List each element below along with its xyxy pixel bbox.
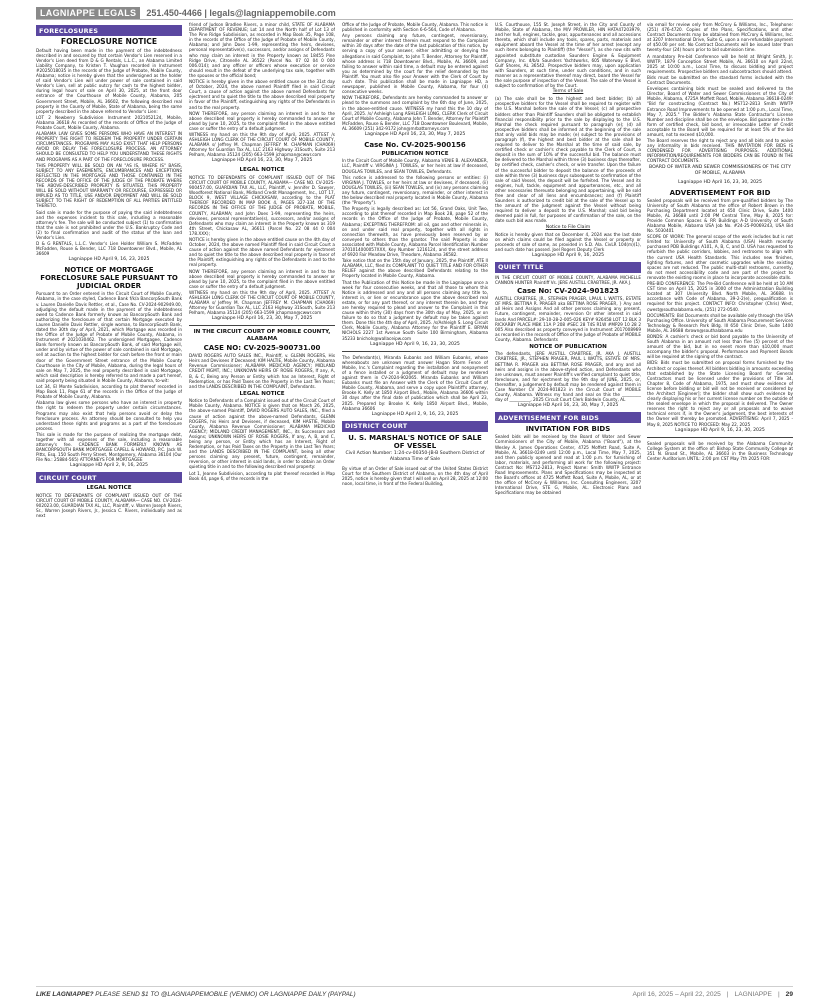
notice-text: Alabama law gives some persons who have an interest in property the right to redeem the property under certain circumstances. Programs may also exist that help persons avoid or delay the foreclosure process. An attorney should be consulted to help you understand these rights and programs as a part of the foreclosure process. [36,400,182,431]
notice-text: This sale is made for the purpose of realizing the mortgage debt, together with all expenses of the sale, including a reasonable attorney's fee. CADENCE BANK FORMERLY KNOWN AS BANCORPSOUTH BANK MORTGAGEE CAPELL & HOWARD, P.C. Jack W. Pitts, Esq. 150 South Perry Street, Montgomery, Alabama 36104 (Our File No.: 25884-565) ATTORNEYS FOR MORTGAGEE [36,431,182,463]
contact-info: 251.450-4466 | legals@lagniappemobile.com [146,7,336,18]
notice-text: PRE-BID CONFERENCE: The Pre-Bid Conference will be held at 10 AM CST time on April 15, 2025 in 3000 of the Administration Building located at 307 University Blvd. North Mobile, AL 36688. In accordance with Code of Alabama, 39-2-2(e), prequalification is required for this project. CONTACT INFO: Christopher (Chris) West, cwest@southalabama.edu, (251) 272-0540. [647,281,793,312]
publication-name: LAGNIAPPE [734,991,772,998]
notice-title: LEGAL NOTICE [86,485,132,492]
column-3 [342,22,488,982]
publication-dates: Lagniappe HD April 9, 16, 23, 2025 [68,257,150,263]
signature-block: BOARD OF WATER AND SEWER COMMISSIONERS OF THE CITY OF MOBILE, ALABAMA [649,164,791,176]
section-advertisement-for-bids: ADVERTISEMENT FOR BIDS [495,412,641,423]
notice-text: Office of the Judge of Probate, Mobile County, Alabama. This notice is published in conformity with Section 6-6-564, Code of Alabama. [342,22,488,33]
notice-text: BIDS: Bids must be submitted on proposal forms furnished by the Architect or copies thereof. All bidders bidding in amounts exceeding that established by the State Licensing Board for General Contractors must be licensed under the provisions of Title 34, Chapter 8, Code of Alabama, 1975, and must show evidence of license before bidding or bid will not be received or considered by the Architect [Engineer]; the bidder shall show such evidence by clearly displaying his or her current license number on the outside of the sealed envelope in which the proposal is delivered. The Owner reserves the right to reject any or all proposals and to waive technical errors if, in the Owner's judgement, the best interests of the Owner will thereby be promoted. ADVERTISING: April 7, 2025 - May 8, 2025 NOTICE TO PROCEED: May 22, 2025 [647,360,793,427]
column-2 [189,22,335,982]
notice-text: Take notice that on the 15th day of January, 2025, the Plaintiff, ATE II ALABAMA, LLC, filed its COMPLAINT TO QUIET TITLE AND FOR OTHER RELIEF against the above described Defendants relating to the Property located in Mobile County, Alabama. [342,258,488,279]
footer-promo [36,991,356,998]
notice-text: This notice is addressed to the following persons or entities: (i) VIRGINIA J. TOWLES, or her heirs at law or devisees, if deceased, (ii) DOUGLAS TOWLES, (iii) SEAN TOWLES, and (iv) any persons claiming any future, contingent, reversionary, remainder, or other interest in the below described real property located in Mobile County, Alabama (the "Property"). [342,174,488,206]
notice-title: LEGAL NOTICE [239,390,285,397]
notice-text: The defendants, JERE AUSTILL CRABTREE, JR. AKA J. AUSTILL CRABTREE, JR., STEPHEN PRAGER, PAUL L WATTS, ESTATE OF MRS. BETTINA R. PRAGER aka BETTINA ROSE PRAGER, and any and all heirs and assigns in the above-styled action, and Defendants who are unknown, must answer Plaintiff's verified complaint to quiet title, foreclosure, and for ejectment by the 9th day of JUNE, 2025, or, thereafter, a judgement by default may be rendered against them in Case Number CV 2024-901823 in the Circuit Court of MOBILE County, Alabama. Witness my hand and seal on this the _________ day of __________, 2025 Circuit Court Clerk Baldwin County, AL [495,351,641,403]
notice-text: NOW THEREFORE, any person claiming an interest in and to the above described real property is hereby commanded to answer or plead by June 10, 2025, to the complaint filed in the above entitled case or suffer the entry of a default judgment. [189,110,335,131]
column-5 [647,22,793,982]
notice-text: (a) The sale shall be to the highest and best bidder; (b) all prospective bidders for the Vessel shall be required to register with the U.S. Marshal before the sale of the Vessel; (c) all prospective bidders other than Plaintiff Saunders shall be obligated to establish financial responsibility prior to the sale by displaying to the U.S. Marshal the check required pursuant to paragraph (e); (d) all prospective bidders shall be informed at the beginning of the sale that only valid bids may be made; (e) subject to the provisions of paragraph (f), the highest and best bidder at the sale shall be required to deliver to the Marshal at the time of said sale, by certified check or cashier's check payable to the Clerk of Court, a deposit in the sum of 10% of the successful bid. The balance must be delivered to the Marshal within three (3) business days thereafter, by certified check, cashier's check, or wire transfer. Upon the failure of the successful bidder to deposit the balance of the proceeds of sale within three (3) business days subsequent to confirmation of the sale of said Vessel, the deposit will be forfeited. The Vessel and its engines, hull, tackle, equipment and appurtenances, etc., and all other necessaries thereunto belonging and appertaining, will be sold free and clear of all liens and encumbrances; and (f) Plaintiff Saunders is authorized to credit bid at the sale of the Vessel up to the amount of the judgment against the Vessel without being required to deliver a deposit to the U.S. Marshal; said bid being deemed paid in full, for purposes of confirmation of the sale, on the date such bid was made. [495,96,641,224]
page-footer [36,986,793,1000]
notice-text: WITNESS my hand on this the 9th day of April, 2025. ATTEST /s ASHLEIGH LONG CLERK OF THE CIRCUIT COURT OF MOBILE COUNTY, ALABAMA s/ Jeffrey M. Chapman JEFFREY M. CHAPMAN (CHA069) Attorney for Guardian Tax AL, LLC 2163 Highway 31South, Suite 213 Pelham, Alabama 35124 (205) 663-1599 jchapman@cwwr.com [189,131,335,158]
notice-text: LOT 2 Newberry Subdivision Instrument 2021052124, Mobile, Alabama 36618 As recorded of the records of Office of the Judge of Probate Court, Mobile County, Alabama. [36,114,182,130]
notice-title: U. S. MARSHAL'S NOTICE OF SALE OF VESSEL [348,433,482,450]
legal-columns [36,22,793,982]
notice-text: SCOPE OF WORK: The general scope of the work includes but is not limited to: University of South Alabama (USA) Health recently purchased PDB Buildings A101, A, B, C, and D. USA has requested to refurbish the public corridors, lobbies, and restrooms to align with the current USA Health Standards. This includes new finishes, lighting fixtures, and other cosmetic upgrades while the existing spaces are not reduced. The public multi-stall restrooms, currently, do not meet accessibility code and are part of the project to renovate the existing rooms in place to incorporate accessible stalls. [647,234,793,280]
subheading: Terms of Sale [552,89,584,95]
notice-title: NOTICE OF PUBLICATION [529,343,607,350]
publication-dates: Lagniappe HD April 2, 9, 16, 2025 [70,463,148,469]
notice-text: NOW THEREFORE, any person claiming an interest in and to the above described real property is hereby commanded to answer or plead by June 10, 2025, to the complaint filed in the above entitled case or suffer the entry of a default judgment. [189,268,335,289]
case-number: Case No: CV-2024-901823 [517,287,619,296]
publication-dates: Lagniappe HD April 16, 23, 30, May 7, 2025 [364,131,466,137]
notice-text: NOTICE is hereby given in the above entitled cause on the 31st day of October, 2024, the above named Plaintiff filed in said Circuit Court, a cause of action against the above named Defendants for ejectment and to quiet the title to the above described real property in favor of the Plaintiff, extinguishing any rights of the Defendants in and to the real property. [189,79,335,110]
notice-text: Notice to Defendants of a Complaint issued out of the Circuit Court of Mobile County, Alabama. NOTICE is given that on March 26, 2025, the above-named Plaintiff, DAVID ROGERS AUTO SALES, INC., filed a cause of action against the above-named Defendants, GLENN ROGERS, his Heirs and Devisees, if deceased, KIM HASTIE, Mobile County, Alabama Revenue Commissioner; ALABAMA MEDICAID AGENCY; MIDLAND CREDIT MANAGEMENT, INC., its Successors and Assigns; UNKNOWN HEIRS OF ROSIE ROGERS, If any, A, B, and C, being any person, or Entity which has an Interest, Right of Redemption, or has Paid Taxes on the Property in the Last Ten Years; and the LANDS DESCRIBED IN THE COMPLAINT, being all other persons claiming any present, future, contingent, remainder, reversion, or other interest in said lands, in order to obtain an Order quieting title in and to the following described real property: [189,398,335,470]
footer-promo-text: PLEASE SEND $1 TO @LAGNIAPPEMOBILE (VENMO) OR LAGNIAPPE DAILY (PAYPAL) [93,991,356,998]
case-number: CASE NO: CV-2025-900731.00 [203,344,321,353]
column-1 [36,22,182,982]
notice-title: INVITATION FOR BIDS [525,425,611,434]
footer-divider: | [726,991,729,998]
notice-title: NOTICE OF MORTGAGE FORECLOSURE SALE PURSUANT TO JUDICIAL ORDER [40,266,178,291]
issue-date-range: April 16, 2025 – April 22, 2025 [632,991,721,998]
publication-dates: Lagniappe HD April 16, 23, 30, 2025 [678,179,762,185]
notice-text: By virtue of an Order of Sale issued out of the United States District Court for the Southern District of Alabama, on the 4th day of April 2025, notice is hereby given that I will sell on April 28, 2025 at 12:00 noon, local time, in front of the Federal Building, [342,465,488,486]
notice-text: DOCUMENTS: Bid Documents shall be available only through the USA Purchasing Office. University of South Alabama Procurement Services Technology & Research Park Bldg. III 650 Clinic Drive, Suite 1400 Mobile, AL 36688 rbrown@southalabama.edu [647,312,793,333]
notice-text: via email for review only from McCrory & Williams, Inc., Telephone: (251) 476-4720. Copies of the Plans, Specifications, and other Contract Documents may be obtained from McCrory & Williams, Inc. at 3207 International Drive, Suite G, upon a non-refundable payment of $50.00 per set. No Contract Documents will be issued later than twenty-four (24) hours prior to bid submission time. [647,22,793,53]
page-number: 29 [785,991,793,998]
notice-text: Default having been made in the payment of the indebtedness described in and secured by that certain Vendor's Lien reserved in a Vendor's Lien deed from D & G Rentals, L.L.C., an Alabama Limited Liability Company, to Kristen T. Vaughan recorded in Instrument #2025018035 in the records of the Judge of Probate, Mobile County, Alabama; notice is hereby given that the undersigned as the holder of said Vendor's Lien will under power of sale contained in said Vendor's Lien, sell at public outcry for cash to the highest bidder, during legal hours of sale on April 30, 2025, at the front door entrance of the Courthouse of Mobile County, Alabama, 205 Government Street, Mobile, AL 36602, the following described real property in the County of Mobile, State of Alabama, being the same property described in the above referred to Vendor's Lien: [36,47,182,114]
notice-text: Lot 1, Jeanne Subdivision, according to plat thereof recorded in Map Book 44, page 6, of the records in the [189,470,335,481]
section-circuit-court: CIRCUIT COURT [36,472,182,483]
notice-text: Pursuant to an Order entered in the Circuit Court of Mobile County, Alabama, in the case styled, Cadence Bank f/k/a BancorpSouth Bank v. Lauren Danielle Davis Rettler, et al., Case No. CV-2024-902949.00, adjudging the default made in the payment of the indebtedness owed to Cadence Bank formerly known as BancorpSouth Bank and authorizing the foreclosure of that certain Mortgage executed by Lauren Danielle Davis Rettler, single woman, to BancorpSouth Bank, dated the 30th day of April, 2021, which Mortgage was recorded in the Office of the Judge of Probate of Mobile County, Alabama, in Instrument # 2021030462. The undersigned Mortgagee, Cadence Bank formerly known as BancorpSouth Bank, of said Mortgage will, under and by virtue of the power of sale contained in said Mortgage, sell at auction to the highest bidder for cash before the front or main door of the Government Street entrance of the Mobile County Courthouse in the City of Mobile, Alabama, during the legal hours of sale on May 7, 2025, the real property described in said Mortgage, which said description is hereby referred to and made a part hereof, said property being situated in Mobile County, Alabama, to-wit: [36,291,182,383]
notice-text: That the Publication of this Notice be made in the Lagniappe once a week for four consecutive weeks, and that all those to whom this Notice is addressed and any and all persons claiming any title to, interest in, or lien or encumbrance upon the above described real estate, or for any part thereof, or any interest therein be, and they are hereby required to plead and answer to the Complaint in this cause within thirty (30) days from the 30th day of May, 2025, or on failure to do so that a judgment by default may be taken against them. Done this the 4th day of April, 2025. /s/Ashleigh S. Long Circuit Clerk, Mobile County, Alabama Attorney for the Plaintiff E. BRYAN NICHOLS 2227 1st Avenue South Suite 100 Birmingham, Alabama 35233 bnichols@wallaceipw.com [342,279,488,341]
notice-title: PUBLICATION NOTICE [381,150,449,157]
notice-text: ALABAMA LAW GIVES SOME PERSONS WHO HAVE AN INTEREST IN PROPERTY THE RIGHT TO REDEEM THE PROPERTY UNDER CERTAIN CIRCUMSTANCES. PROGRAMS MAY ALSO EXIST THAT HELP PERSONS AVOID OR DELAY THE FORECLOSURE PROCESS. AN ATTORNEY SHOULD BE CONSULTED TO HELP YOU UNDERSTAND THESE RIGHTS AND PROGRAMS AS A PART OF THE FORECLOSURE PROCESS. [36,131,182,162]
case-info: Civil Action Number: 1:24-cv-00350-JB-B Southern District of Alabama Time of Sale [345,450,485,462]
divider [189,325,335,326]
notice-text: Bids must be submitted on the standard forms included with the Contract Documents. [647,74,793,86]
court-heading: IN THE CIRCUIT COURT OF MOBILE COUNTY, ALABAMA MICHELLE CANNON HUNTER Plaintiff Vs. JERE AUSTILL CRABTREE, JR. AKA J. [495,274,641,286]
column-4 [495,22,641,982]
notice-text: A mandatory Pre-bid Conference will be held at Wright Smith, Jr. WWTP, 1879 Conception Street Mobile, AL 36610 on April 22nd, 2025 at 10:00 a.m., Local Time, to discuss bidding and project requirements. Prospective bidders and subcontractors should attend. [647,53,793,74]
notice-text: Envelopes containing bids must be sealed and delivered to the Director, Board of Water and Sewer Commissioners of the City of Mobile, Alabama, 4725A Moffett Road, Mobile, Alabama 36618-0249: "Bid for constructing (Contract No.) MS712-2813 Smith WWTP Entrance Road Improvements to be opened at 1:00 p.m., Local Time, May 7, 2025." The Bidder's Alabama State Contractor's License Number and discipline shall be on the envelope. Bid guarantee in the form of certified check, bid bond, or irrevocable Letter of Credit acceptable to the Board will be required for at least 5% of the bid amount, not to exceed $10,000. [647,86,793,137]
divider [342,351,488,352]
notice-text: NOW THEREFORE, Defendants are hereby commanded to answer or plead to the summons and complaint by the 6th day of June, 2025, in the above-entitled cause. WITNESS my hand this the 10 day of April, 2025. /s/ Ashleigh Long ASHLEIGH LONG, CLERK Clerk of Circuit Court of Mobile County, Alabama John T. Bender, Attorney for Plaintiff McFadden, Rouse & Bender, LLC 718 Downtowner Boulevard, Mobile, AL 36609 (251) 342-9172 john@mrbattorneys.com [342,95,488,131]
subheading: Notice to File Claim [545,224,591,230]
notice-text: Sealed proposals will be received from pre-qualified bidders by The University of South Alabama at the office of Robert Brown in the Purchasing Department located at 650 Clinic Drive, Suite 1400 Mobile, AL 36688 until 2:00 PM Central Time, May 8, 2025 for: Provide Common Spaces & RR Buildings A-D University of South Alabama Mobile, Alabama USA Job No. #24-25-P0069243, USA Bid No. 5030401 [647,197,793,234]
publication-dates: Lagniappe HD April 9, 16, 2025 [531,252,605,258]
notice-text: The Property is legally described as: Lot 56, Grand Oaks, Unit Two, according to plat thereof recorded in Map Book 28, page 52 of the records in the Office of the Judge of Probate, Mobile County, Alabama; EXCEPTING THEREFROM: all oil, gas and other minerals in, on and under said real property, together with all rights in connection therewith, as have previously been reserved by or conveyed to others than the grantor. The said Property is also associated with Mobile County, Alabama Parcel Identification Number 3701014000057XXX, Key Number 1216124, and the street address of 6920 Fair Meadow Drive, Theodore, Alabama 36582. [342,206,488,258]
notice-text: The Board reserves the right to reject any and all bids and to waive any informality in bids received. THIS INVITATION FOR BIDS IS CONDENSED FOR ADVERTISING PURPOSES. ADDITIONAL INFORMATION/REQUIREMENTS FOR BIDDERS CAN BE FOUND IN THE CONTRACT DOCUMENTS. [647,138,793,164]
notice-text: NOTICE is hereby given in the above entitled cause on the 4th day of October, 2024, the above named Plaintiff filed in said Circuit Court a cause of action against the above named Defendants for ejectment and to quiet the title to the above described real property in favor of the Plaintiff, extinguishing any rights of the Defendants in and to the real property. [189,236,335,268]
notice-title: FORECLOSURE NOTICE [60,37,158,46]
notice-text: NOTICE TO DEFENDANTS OF COMPLAINT ISSUED OUT OF THE CIRCUIT COURT OF MOBILE COUNTY, ALABAMA— CASE NO. CV-2025-900457.00, GUARDIAN TAX AL, LLC, Plaintiff, v. Jennifer D. Sawyer, Woodforest National Bank, Midland Credit Management, Inc., LOT 17, BLOCK 9, WEST VILLAGE CHICKASAW, according to the PLAT THEREOF RECORDED IN MAP BOOK 4, PAGES 327-334 OF THE RECORDS IN THE OFFICE OF THE JUDGE OF PROBATE, MOBILE, COUNTY, ALABAMA; and John Does 1-99, representing the heirs, devisees, personal representative(s), successors, and/or assigns of Defendants who may claim an interest in the Property known as 319 4th Street, Chickasaw AL, 36611 (Parcel No. 22 08 44 0 004 178.XXX); [189,174,335,236]
section-quiet-title: QUIET TITLE [495,262,641,273]
notice-title: LEGAL NOTICE [239,167,285,174]
notice-text: friend of Judson Bradlee Rivers, a minor child, STATE OF ALABAMA DEPARTMENT OF REVENUE; Lot 14 and the North half of Lot 13 of The Pine Ridge Subdivision, as recorded in Map Book 35, Page 108, in the records of the Office of the Judge of Probate of Mobile County, Alabama; and John Does 1-99, representing the heirs, devisees, personal representative(s), successors, and/or assigns of Defendants who may claim an interest in the Property known as 18455 Pine Ridge Drive, Citronelle AL 36522 (Parcel No. 07 02 04 0 000 006.014); and any officer or officers whose execution or service should result in the defeat of the underlying tax sale, together with the spouses or the official bond; [189,22,335,78]
footer-divider: | [777,991,780,998]
notice-title: ADVERTISEMENT FOR BID [669,188,771,197]
notice-text: Notice is hereby given that on December 4, 2024 was the last date on which claims could be filed against the Vessel or property or proceeds of sale of same, as provided in S.D. Ala. CivLR 104(m)(1), and such date has passed. Joel Rogers Deputy Clerk [495,231,641,252]
publication-dates: Lagniappe HD April 9, 16, 23, 30, 2025 [675,427,765,433]
notice-text: THIS PROPERTY WILL BE SOLD ON AN "AS IS, WHERE IS" BASIS, SUBJECT TO ANY EASEMENTS, ENCUMBRANCES AND EXCEPTIONS REFLECTED IN THE MORTGAGE AND THOSE CONTAINED IN THE RECORDS OF THE OFFICE OF THE JUDGE OF THE PROBATE WHERE THE ABOVE-DESCRIBED PROPERTY IS SITUATED. THIS PROPERTY WILL BE SOLD WITHOUT WARRANTY OR RECOURSE, EXPRESSED OR IMPLIED AS TO TITLE, USE AND/OR ENJOYMENT AND WILL BE SOLD SUBJECT TO THE RIGHT OF REDEMPTION OF ALL PARTIES ENTITLED THERETO. [36,162,182,209]
section-district-court: DISTRICT COURT [342,421,488,432]
court-heading: IN THE CIRCUIT COURT OF MOBILE COUNTY, ALABAMA [193,329,331,342]
footer-promo-bold: LIKE LAGNIAPPE? [36,991,94,998]
case-number: Case No. CV-2025-900156 [364,140,466,149]
notice-text: DAVID ROGERS AUTO SALES INC., Plaintiff, v. GLENN ROGERS, His Heirs and Devisees if Deceased; KIM HALTIE, Mobile County, Alabama Revenue Commissioner; ALABAMA MEDICAID AGENCY; MIDLAND CREDIT MGMT, INC.; UNKNOWN HEIRS OF ROSIE ROGERS, If any, A, B, & C, Being any Person or Entity which has an Interest, Right of Redemption, or has Paid Taxes on the Property in the Last Ten Years; and the LANDS DESCRIBED IN THE COMPLAINT, Defendants. [189,353,335,389]
publication-dates: Lagniappe HD April 16, 23, 30, May 7, 2025 [211,316,313,322]
notice-text: NOTICE TO DEFENDANTS OF COMPLAINT ISSUED OUT OF THE CIRCUIT COURT OF MOBILE COUNTY, ALABAMA— CASE NO. CV-2024-902023.00, GUARDIAN TAX AL, LLC, Plaintiff, v. Warren Joseph Rivers, Sr., Warren Joseph Rivers, Jr., Jessica C. Rivers, individually and as next [36,492,182,519]
publication-dates: Lagniappe HD April 2, 9, 16, 23, 2025 [371,411,459,417]
notice-text: Any persons claiming any future, contingent, reversionary, remainder or other interest therein must respond to the Complaint within 30 days after the date of the last publication of this notice, by serving a copy of your answer, either admitting or denying the allegations in said Complaint, to John T. Bender, Attorney for Plaintiff, whose address is 718 Downtowner Blvd., Mobile, AL 36609, and failing to answer within said time, a default may be entered against you as determined by the court for the relief demanded by the Plaintiff. You must also file your Answer with the Clerk of Court by such date. This publication shall be made in Lagniappe HD, a newspaper, published in Mobile County, Alabama, for four (4) consecutive weeks. [342,33,488,95]
section-label: LAGNIAPPE LEGALS [36,7,140,19]
publication-dates: Lagniappe HD April 16, 23, 30, May 7, 2025 [517,403,619,409]
divider [647,437,793,438]
notice-text: WITNESS my hand on this the 9th day of April, 2025. ATTEST /s ASHLEIGH LONG CLERK OF THE CIRCUIT COURT OF MOBILE COUNTY, ALABAMA s/ Jeffrey M. Chapman JEFFREY M. CHAPMAN (CHA069) Attorney for Guardian Tax AL, LLC 2163 Highway 31South, Suite 213 Pelham, Alabama 35124 (205) 663-1599 jchapman@cwwr.com [189,289,335,316]
publication-dates: Lagniappe HD April 9, 16, 23, 30, 2025 [370,341,460,347]
footer-meta [632,991,793,998]
notice-text: D & G RENTALS, L.L.C. Vendor's Lien Holder William S. McFadden McFadden, Rouse & Bender, LLC 718 Downtowner Blvd., Mobile, AL 36609 [36,241,182,257]
notice-text: The Defendant(s), Miranda Eubanks and William Eubanks, whose whereabouts are unknown must answer Hagan Storm Fence of Mobile, Inc.'s Complaint regarding the installation and nonpayment of a fence installed or a judgment of default may be rendered against them in CV-2024-902065. Miranda Eubanks and William Eubanks must file an Answer with the Clerk of the Circuit Court of Mobile County, Alabama, and serve a copy upon Plaintiff's attorney, Brooke K. Kelly at 1850 Airport Blvd., Mobile, Alabama 36606 within 30 days after the final date of publication which shall be April 23, 2025. Prepared by: Brooke K. Kelly 1850 Airport Blvd., Mobile, Alabama 36606 [342,354,488,411]
notice-text: U.S. Courthouse, 155 St. Joseph Street, in the City and County of Mobile, State of Alabama, the M/V PROWLER, HIN HATA47203979, and her hull, engines, tackle, gear, appurtenances and all accessions thereto, which shall include any tools, spares, parts, materials and equipment aboard the Vessel at the time of her arrest (except any such items belonging to Plaintiff) (the "Vessel"), as she now sits with appointed substitute custodian Saunders Engine & Equipment Company, Inc. d/b/a Saunders Yachtworks, 605 Waterway E Blvd, Gulf Shores, AL 36542. Prospective bidders may, upon application with Saunders, at such time, under such conditions, and in such manner as a representative thereof may direct, board the Vessel for the sole purpose of inspection of the Vessel. The sale of the Vessel is subject to confirmation of by the Court. [495,22,641,89]
notice-text: AUSTILL CRABTREE, JR., STEPHEN PRAGER, LPAUL L WATTS, ESTATE OF MRS. BETTINA R. PRAGER aka BETTINA ROSE PRAGER, } Any and all Heirs and Assigns And all other persons claiming any present, Future, contingent, remainder, reversion Or other interest in said lands And PARCEL#: 29-10-28-2-005-026 KEY# 926458 LOT 12 BLK 3 RICKARBY PLACE MBK 11A P 208 #SEC 28 T4S R1W #MP29 10 28 2 005 Also described as property conveyed in Instrument 2017008969 as recorded in the records of Office of the Judge of Probate of MOBILE County, Alabama. Defendants [495,296,641,342]
notice-text: Sealed bids will be received by the Board of Water and Sewer Commissioners of the City of Mobile, Alabama ("Board"), at the Wesley A. James Operations Center, 4725 Moffett Road, Suite A, Mobile, AL 36618-0249 until 12:00 p.m., Local Time, May 7, 2025, and then publicly opened and read at 1:00 p.m. for furnishing of labor, materials, and performing all work for the following project: Contract No: MS712-2813, Project Name: Smith WWTP Entrance Road Improvements. Plans and Specifications may be inspected at the Board's offices at 4725 Moffett Road, Suite A, Mobile, AL, or at the office of McCrory & Williams, Inc. Consulting Engineers, 3207 International Drive, STE G, Mobile, AL. Electronic Plans and Specifications may be obtained [495,434,641,496]
notice-text: Lot 34, El Monte Subdivision, according to plat thereof recorded in Map Book 11, Page 61 of the records in the Office of the Judge of Probate of Mobile County, Alabama. [36,384,182,400]
section-foreclosures: FORECLOSURES [36,25,182,36]
page-header [36,6,793,20]
notice-text: Sealed proposals will be received by the Alabama Community College System at the office of: Bishop State Community College at 351 N. Broad St., Mobile, AL 36603 in the Business Technology Center Auditorium UNTIL: 2:00 pm CST May 7th 2025 FOR: [647,440,793,461]
notice-text: Said sale is made for the purpose of paying the said indebtedness and the expenses incident to this sale, including a reasonable attorney's fee. The sale will be conducted subject (1) to confirmation that the sale is not prohibited under the U.S. Bankruptcy Code and (2) to final confirmation and audit of the status of the loan and Vendor's Lien. [36,209,182,240]
notice-text: In the Circuit Court of Mobile County, Alabama VENIE B. ALEXANDER, LLC, Plaintiff v. VIRGINIA J. TOWLES, or her heirs at law if deceased, DOUGLAS TOWLES, and SEAN TOWLES, Defendants. [342,158,488,174]
publication-dates: Lagniappe HD April 16, 23, 30, May 7, 2025 [211,158,313,164]
notice-text: BONDS: A cashier's check or bid bond payable to the University of South Alabama in an amount not less than five (5) percent of the amount of the bid, but in no event more than $10,000 must accompany the bidder's proposal. Performance and Payment Bonds will be required at the signing of the contract. [647,333,793,360]
